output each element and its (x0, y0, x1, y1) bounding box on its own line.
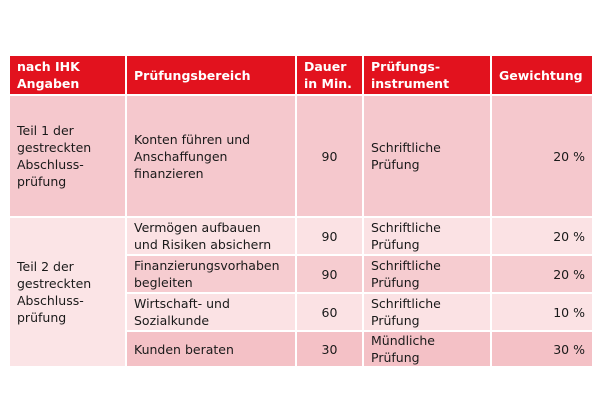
gewichtung-cell: 20 % (491, 95, 593, 217)
instrument-cell: Schriftliche Prüfung (363, 217, 491, 255)
header-ihk: nach IHK Angaben (9, 55, 126, 95)
gewichtung-cell: 30 % (491, 331, 593, 367)
instrument-cell: Schriftliche Prüfung (363, 293, 491, 331)
dauer-cell: 60 (296, 293, 363, 331)
header-instrument: Prüfungs-instrument (363, 55, 491, 95)
instrument-cell: Mündliche Prüfung (363, 331, 491, 367)
gewichtung-cell: 20 % (491, 217, 593, 255)
dauer-cell: 90 (296, 255, 363, 293)
part2-label: Teil 2 der gestreckten Abschluss-prüfung (9, 217, 126, 367)
dauer-cell: 90 (296, 95, 363, 217)
part1-label: Teil 1 der gestreckten Abschluss-prüfung (9, 95, 126, 217)
header-pruefungsbereich: Prüfungsbereich (126, 55, 296, 95)
table-row (9, 217, 593, 255)
header-gewichtung: Gewichtung (491, 55, 593, 95)
pruefungsbereich-cell: Wirtschaft- und Sozialkunde (126, 293, 296, 331)
table-header-row (9, 55, 593, 95)
gewichtung-cell: 20 % (491, 255, 593, 293)
pruefungsbereich-cell: Finanzierungsvorhaben begleiten (126, 255, 296, 293)
exam-structure-table (8, 54, 594, 368)
dauer-cell: 30 (296, 331, 363, 367)
pruefungsbereich-cell: Vermögen aufbauen und Risiken absichern (126, 217, 296, 255)
table-row (9, 95, 593, 217)
instrument-cell: Schriftliche Prüfung (363, 95, 491, 217)
header-dauer: Dauer in Min. (296, 55, 363, 95)
pruefungsbereich-cell: Konten führen und Anschaffungen finanzieren (126, 95, 296, 217)
instrument-cell: Schriftliche Prüfung (363, 255, 491, 293)
gewichtung-cell: 10 % (491, 293, 593, 331)
dauer-cell: 90 (296, 217, 363, 255)
pruefungsbereich-cell: Kunden beraten (126, 331, 296, 367)
